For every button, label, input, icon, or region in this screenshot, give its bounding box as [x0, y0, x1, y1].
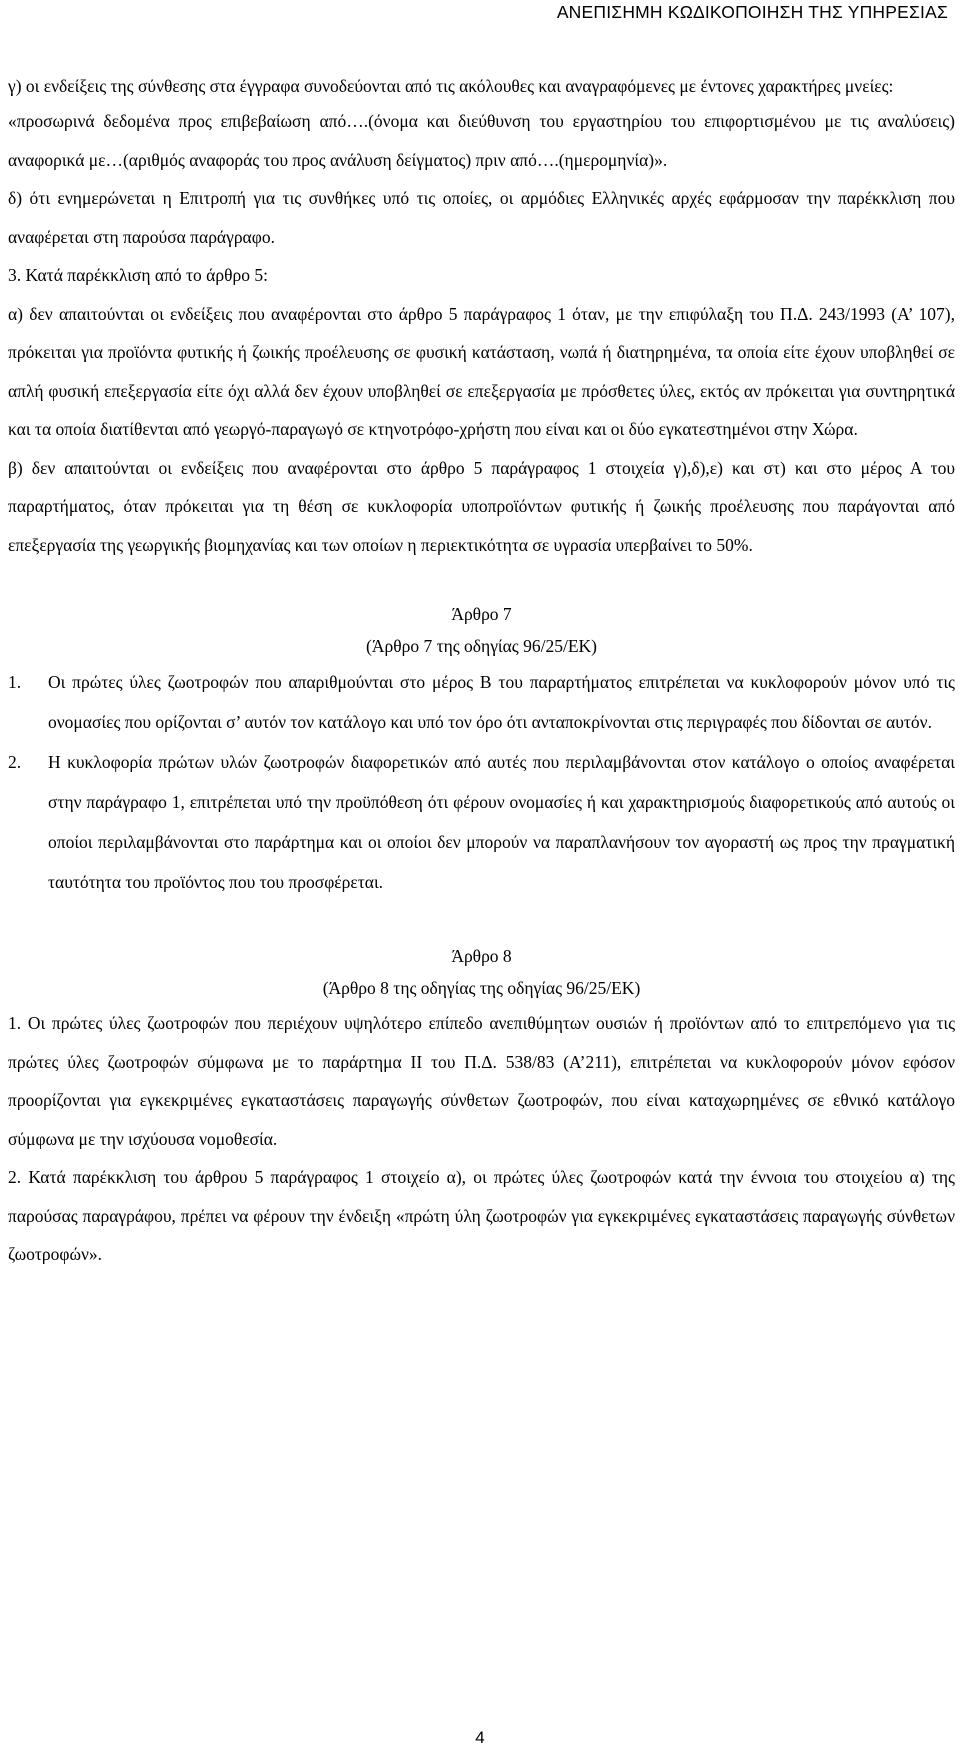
paragraph-beta: β) δεν απαιτούνται οι ενδείξεις που αναφέρονται στο άρθρο 5 παράγραφος 1 στοιχεία γ),δ),ε) και στ) και στο μέρος Α του παραρτήματος, όταν πρόκειται για τη θέση σε κυκλοφορία υποπροϊόντων φυτικής ή ζωικής προέλευσης που παράγονται από επεξεργασία της γεωργικής βιομηχανίας και των οποίων η περιεκτικότητα σε υγρασία υπερβαίνει το 50%.	[8, 457, 955, 555]
article-8-title: Άρθρο 8	[451, 946, 512, 966]
article-7-item-2	[8, 742, 955, 902]
document-body	[8, 70, 955, 1274]
item-number: 2.	[8, 752, 22, 772]
article-7-title: Άρθρο 7	[451, 604, 512, 624]
article-7-subtitle: (Άρθρο 7 της οδηγίας 96/25/ΕΚ)	[366, 636, 597, 656]
article-7-item-1	[8, 662, 955, 742]
article-8-subtitle: (Άρθρο 8 της οδηγίας της οδηγίας 96/25/ΕΚ)	[322, 978, 641, 998]
provisional-data-notice: «προσωρινά δεδομένα προς επιβεβαίωση από….(όνομα και διεύθυνση του εργαστηρίου του επιφορτισμένου με τις αναλύσεις) αναφορικά με…(αριθμός αναφοράς του προς ανάλυση δείγματος) πριν από….(ημερομηνία)».	[8, 111, 955, 170]
paragraph-gamma: γ) οι ενδείξεις της σύνθεσης στα έγγραφα συνοδεύονται από τις ακόλουθες και αναγραφόμενες με έντονες χαρακτήρες μνείες:	[8, 76, 894, 96]
paragraph-alpha: α) δεν απαιτούνται οι ενδείξεις που αναφέρονται στο άρθρο 5 παράγραφος 1 όταν, με την επιφύλαξη του Π.Δ. 243/1993 (Α’ 107), πρόκειται για προϊόντα φυτικής ή ζωικής προέλευσης σε φυσική κατάσταση, νωπά ή διατηρημένα, τα οποία είτε έχουν υποβληθεί σε απλή φυσική επεξεργασία είτε όχι αλλά δεν έχουν υποβληθεί σε επεξεργασία με πρόσθετες ύλες, εκτός αν πρόκειται για συντηρητικά και τα οποία διατίθενται από γεωργό-παραγωγό σε κτηνοτρόφο-χρήστη που είναι και οι δύο εγκατεστημένοι στην Χώρα.	[8, 303, 955, 439]
item-text: Οι πρώτες ύλες ζωοτροφών που απαριθμούνται στο μέρος Β του παραρτήματος επιτρέπεται να κυκλοφορούν μόνον υπό τις ονομασίες που ορίζονται σ’ αυτόν τον κατάλογο και υπό τον όρο ότι ανταποκρίνονται στις περιγραφές που δίδονται σε αυτόν.	[48, 672, 955, 732]
document-header: ΑΝΕΠΙΣΗΜΗ ΚΩΔΙΚΟΠΟΙΗΣΗ ΤΗΣ ΥΠΗΡΕΣΙΑΣ	[556, 2, 948, 22]
article-8-paragraph-1: 1. Οι πρώτες ύλες ζωοτροφών που περιέχουν υψηλότερο επίπεδο ανεπιθύμητων ουσιών ή προϊόντων από το επιτρεπόμενο για τις πρώτες ύλες ζωοτροφών σύμφωνα με το παράρτημα ΙΙ του Π.Δ. 538/83 (Α’211), επιτρέπεται να κυκλοφορούν μόνον εφόσον προορίζονται για εγκεκριμένες εγκαταστάσεις παραγωγής σύνθετων ζωοτροφών, που είναι καταχωρημένες σε εθνικό κατάλογο σύμφωνα με την ισχύουσα νομοθεσία.	[8, 1013, 955, 1149]
article-8-paragraph-2: 2. Κατά παρέκκλιση του άρθρου 5 παράγραφος 1 στοιχείο α), οι πρώτες ύλες ζωοτροφών κατά την έννοια του στοιχείου α) της παρούσας παραγράφου, πρέπει να φέρουν την ένδειξη «πρώτη ύλη ζωοτροφών για εγκεκριμένες εγκαταστάσεις παραγωγής σύνθετων ζωοτροφών».	[8, 1167, 955, 1264]
item-text: Η κυκλοφορία πρώτων υλών ζωοτροφών διαφορετικών από αυτές που περιλαμβάνονται στον κατάλογο ο οποίος αναφέρεται στην παράγραφο 1, επιτρέπεται υπό την προϋπόθεση ότι φέρουν ονομασίες ή και χαρακτηρισμούς διαφορετικούς από αυτούς οι οποίοι περιλαμβάνονται στο παράρτημα και οι οποίοι δεν μπορούν να παραπλανήσουν τον αγοραστή ως προς την πραγματική ταυτότητα του προϊόντος που του προσφέρεται.	[48, 752, 955, 892]
item-number: 1.	[8, 672, 22, 692]
paragraph-delta: δ) ότι ενημερώνεται η Επιτροπή για τις συνθήκες υπό τις οποίες, οι αρμόδιες Ελληνικές αρχές εφάρμοσαν την παρέκκλιση που αναφέρεται στη παρούσα παράγραφο.	[8, 188, 955, 247]
paragraph-3-heading: 3. Κατά παρέκκλιση από το άρθρο 5:	[8, 265, 268, 285]
page-number: 4	[475, 1728, 485, 1747]
